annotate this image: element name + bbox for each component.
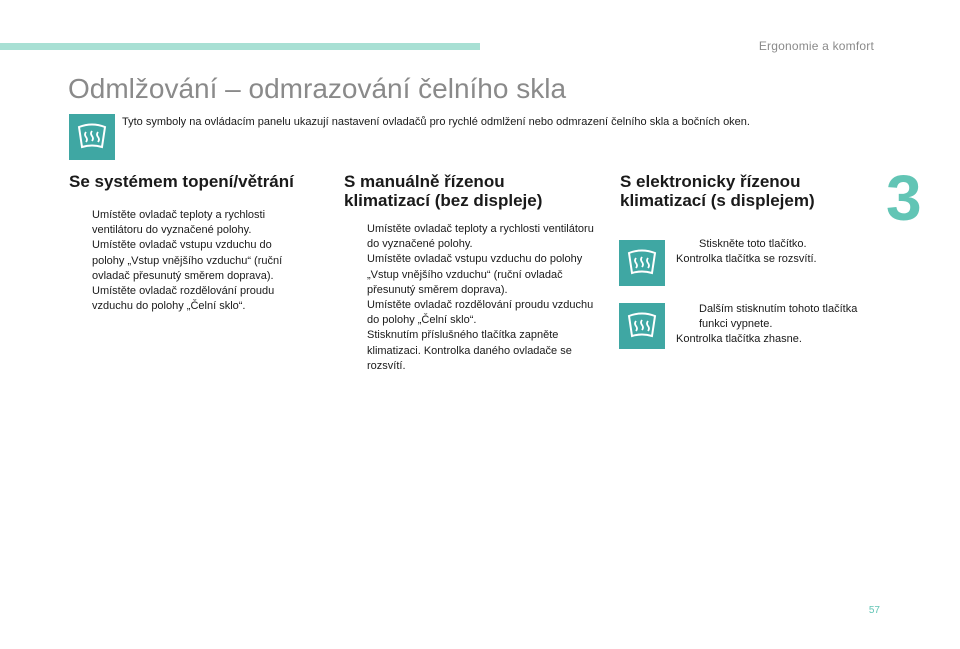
column1-list — [69, 208, 304, 314]
list-item: Umístěte ovladač teploty a rychlosti ventilátoru do vyznačené polohy. — [92, 209, 266, 237]
column2-list — [344, 222, 594, 374]
list-item: Umístěte ovladač rozdělování proudu vzduchu do polohy „Čelní sklo“. — [367, 299, 594, 327]
list-item: Umístěte ovladač teploty a rychlosti ventilátoru do vyznačené polohy. — [367, 223, 594, 251]
page-title: Odmlžování – odmrazování čelního skla — [68, 73, 567, 104]
step1-text: Stiskněte toto tlačítko. Kontrolka tlačítka se rozsvítí. — [676, 238, 817, 266]
list-item: Stisknutím příslušného tlačítka zapněte klimatizaci. Kontrolka daného ovladače se rozsvítí. — [367, 329, 572, 372]
intro-text: Tyto symboly na ovládacím panelu ukazují nastavení ovladačů pro rychlé odmlžení nebo odmrazení čelního skla a bočních oken. — [122, 116, 750, 128]
page-number: 57 — [868, 605, 880, 616]
list-item: Umístěte ovladač rozdělování proudu vzduchu do polohy „Čelní sklo“. — [92, 285, 275, 313]
windscreen-defrost-glyph — [77, 123, 107, 151]
list-item: Umístěte ovladač vstupu vzduchu do polohy „Vstup vnějšího vzduchu“ (ruční ovladač přesunutý směrem doprava). — [92, 239, 283, 282]
step2-text: Dalším stisknutím tohoto tlačítka funkci vypnete. Kontrolka tlačítka zhasne. — [676, 303, 858, 346]
windscreen-defrost-glyph — [627, 249, 657, 277]
windscreen-defrost-icon — [69, 114, 115, 160]
windscreen-defrost-button-icon — [619, 303, 665, 349]
list-item: Umístěte ovladač vstupu vzduchu do polohy „Vstup vnějšího vzduchu“ (ruční ovladač přesunutý směrem doprava). — [367, 253, 583, 296]
column2-title: S manuálně řízenou klimatizací (bez displeje) — [344, 172, 543, 210]
chapter-number: 3 — [886, 162, 922, 234]
section-title: Ergonomie a komfort — [758, 39, 874, 53]
windscreen-defrost-button-icon — [619, 240, 665, 286]
header-accent-bar — [0, 43, 480, 50]
windscreen-defrost-glyph — [627, 312, 657, 340]
column3-title: S elektronicky řízenou klimatizací (s displejem) — [620, 172, 815, 210]
column1-title: Se systémem topení/větrání — [69, 172, 294, 191]
